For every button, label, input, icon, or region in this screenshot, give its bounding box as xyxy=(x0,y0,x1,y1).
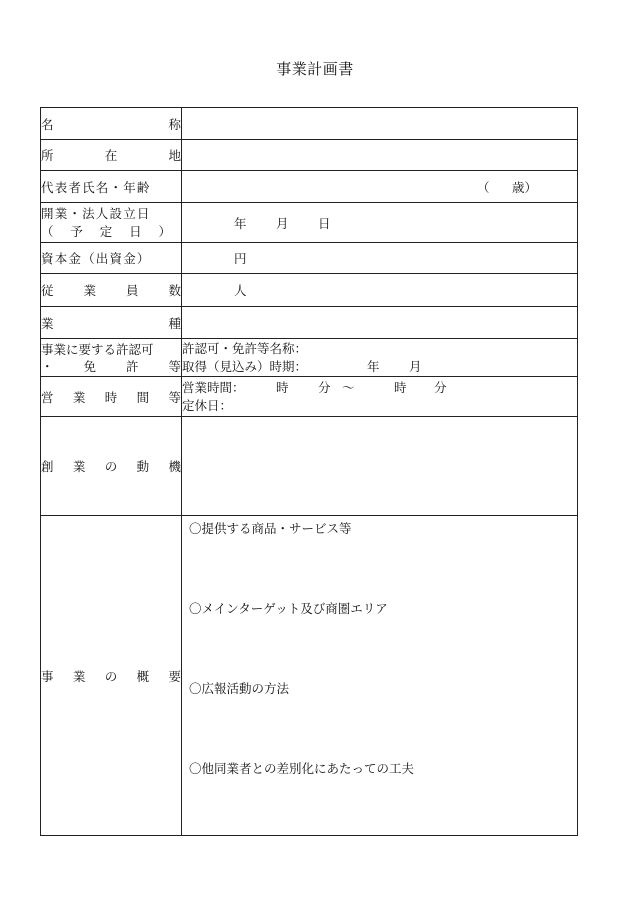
capital-field[interactable] xyxy=(182,243,578,274)
label-employees: 従 業 員 数 xyxy=(41,274,182,307)
label-hours: 営 業 時 間 等 xyxy=(41,377,182,417)
year-unit: 年 xyxy=(234,215,247,231)
row-employees xyxy=(41,274,578,307)
row-name xyxy=(41,108,578,140)
day-unit: 日 xyxy=(318,215,331,231)
holiday-label: 定休日： xyxy=(182,397,233,413)
overview-item-pr: 〇広報活動の方法 xyxy=(189,681,290,696)
yen-unit: 円 xyxy=(234,251,247,266)
row-capital xyxy=(41,243,578,274)
document-title: 事業計画書 xyxy=(276,60,354,78)
representative-field[interactable] xyxy=(182,171,578,203)
motive-field[interactable] xyxy=(182,417,578,516)
overview-field[interactable] xyxy=(182,516,578,836)
overview-item-target: 〇メインターゲット及び商圏エリア xyxy=(189,601,388,616)
permits-field[interactable] xyxy=(182,339,578,377)
row-hours xyxy=(41,377,578,417)
row-industry xyxy=(41,307,578,339)
label-motive: 創 業 の 動 機 xyxy=(41,417,182,516)
age-unit: （ 歳） xyxy=(477,179,537,195)
opening-date-field[interactable] xyxy=(182,203,578,243)
employees-field[interactable] xyxy=(182,274,578,307)
overview-item-differentiation: 〇他同業者との差別化にあたっての工夫 xyxy=(189,761,415,776)
row-overview xyxy=(41,516,578,836)
label-overview: 事 業 の 概 要 xyxy=(41,516,182,836)
address-field[interactable] xyxy=(182,140,578,171)
hours-label: 営業時間： xyxy=(182,379,245,395)
industry-field[interactable] xyxy=(182,307,578,339)
label-industry: 業 種 xyxy=(41,307,182,339)
row-representative xyxy=(41,171,578,203)
hours-field[interactable]: 営業時間： 時 分 〜 時 分 定休日： xyxy=(182,377,578,417)
overview-item-products: 〇提供する商品・サービス等 xyxy=(189,521,352,536)
permit-name-label: 許認可・免許等名称： xyxy=(182,340,308,356)
label-opening-date: 開業・法人設立日 （ 予 定 日 ） xyxy=(41,203,182,243)
label-permits: 事業に要する許認可 ・ 免 許 等 xyxy=(41,339,182,377)
label-address: 所 在 地 xyxy=(41,140,182,171)
acquire-period-label: 取得（見込み）時期： xyxy=(182,358,308,374)
tilde: 〜 xyxy=(342,379,355,395)
row-motive xyxy=(41,417,578,516)
row-opening-date xyxy=(41,203,578,243)
label-name: 名 称 xyxy=(41,108,182,140)
label-representative: 代表者氏名・年齢 xyxy=(41,171,182,203)
name-field[interactable] xyxy=(182,108,578,140)
row-permits xyxy=(41,339,578,377)
permit-month-unit: 月 xyxy=(409,358,422,374)
label-capital: 資本金（出資金） xyxy=(41,243,182,274)
month-unit: 月 xyxy=(276,215,289,231)
permit-year-unit: 年 xyxy=(367,358,380,374)
business-plan-table xyxy=(40,107,578,836)
row-address xyxy=(41,140,578,171)
person-unit: 人 xyxy=(234,283,247,298)
